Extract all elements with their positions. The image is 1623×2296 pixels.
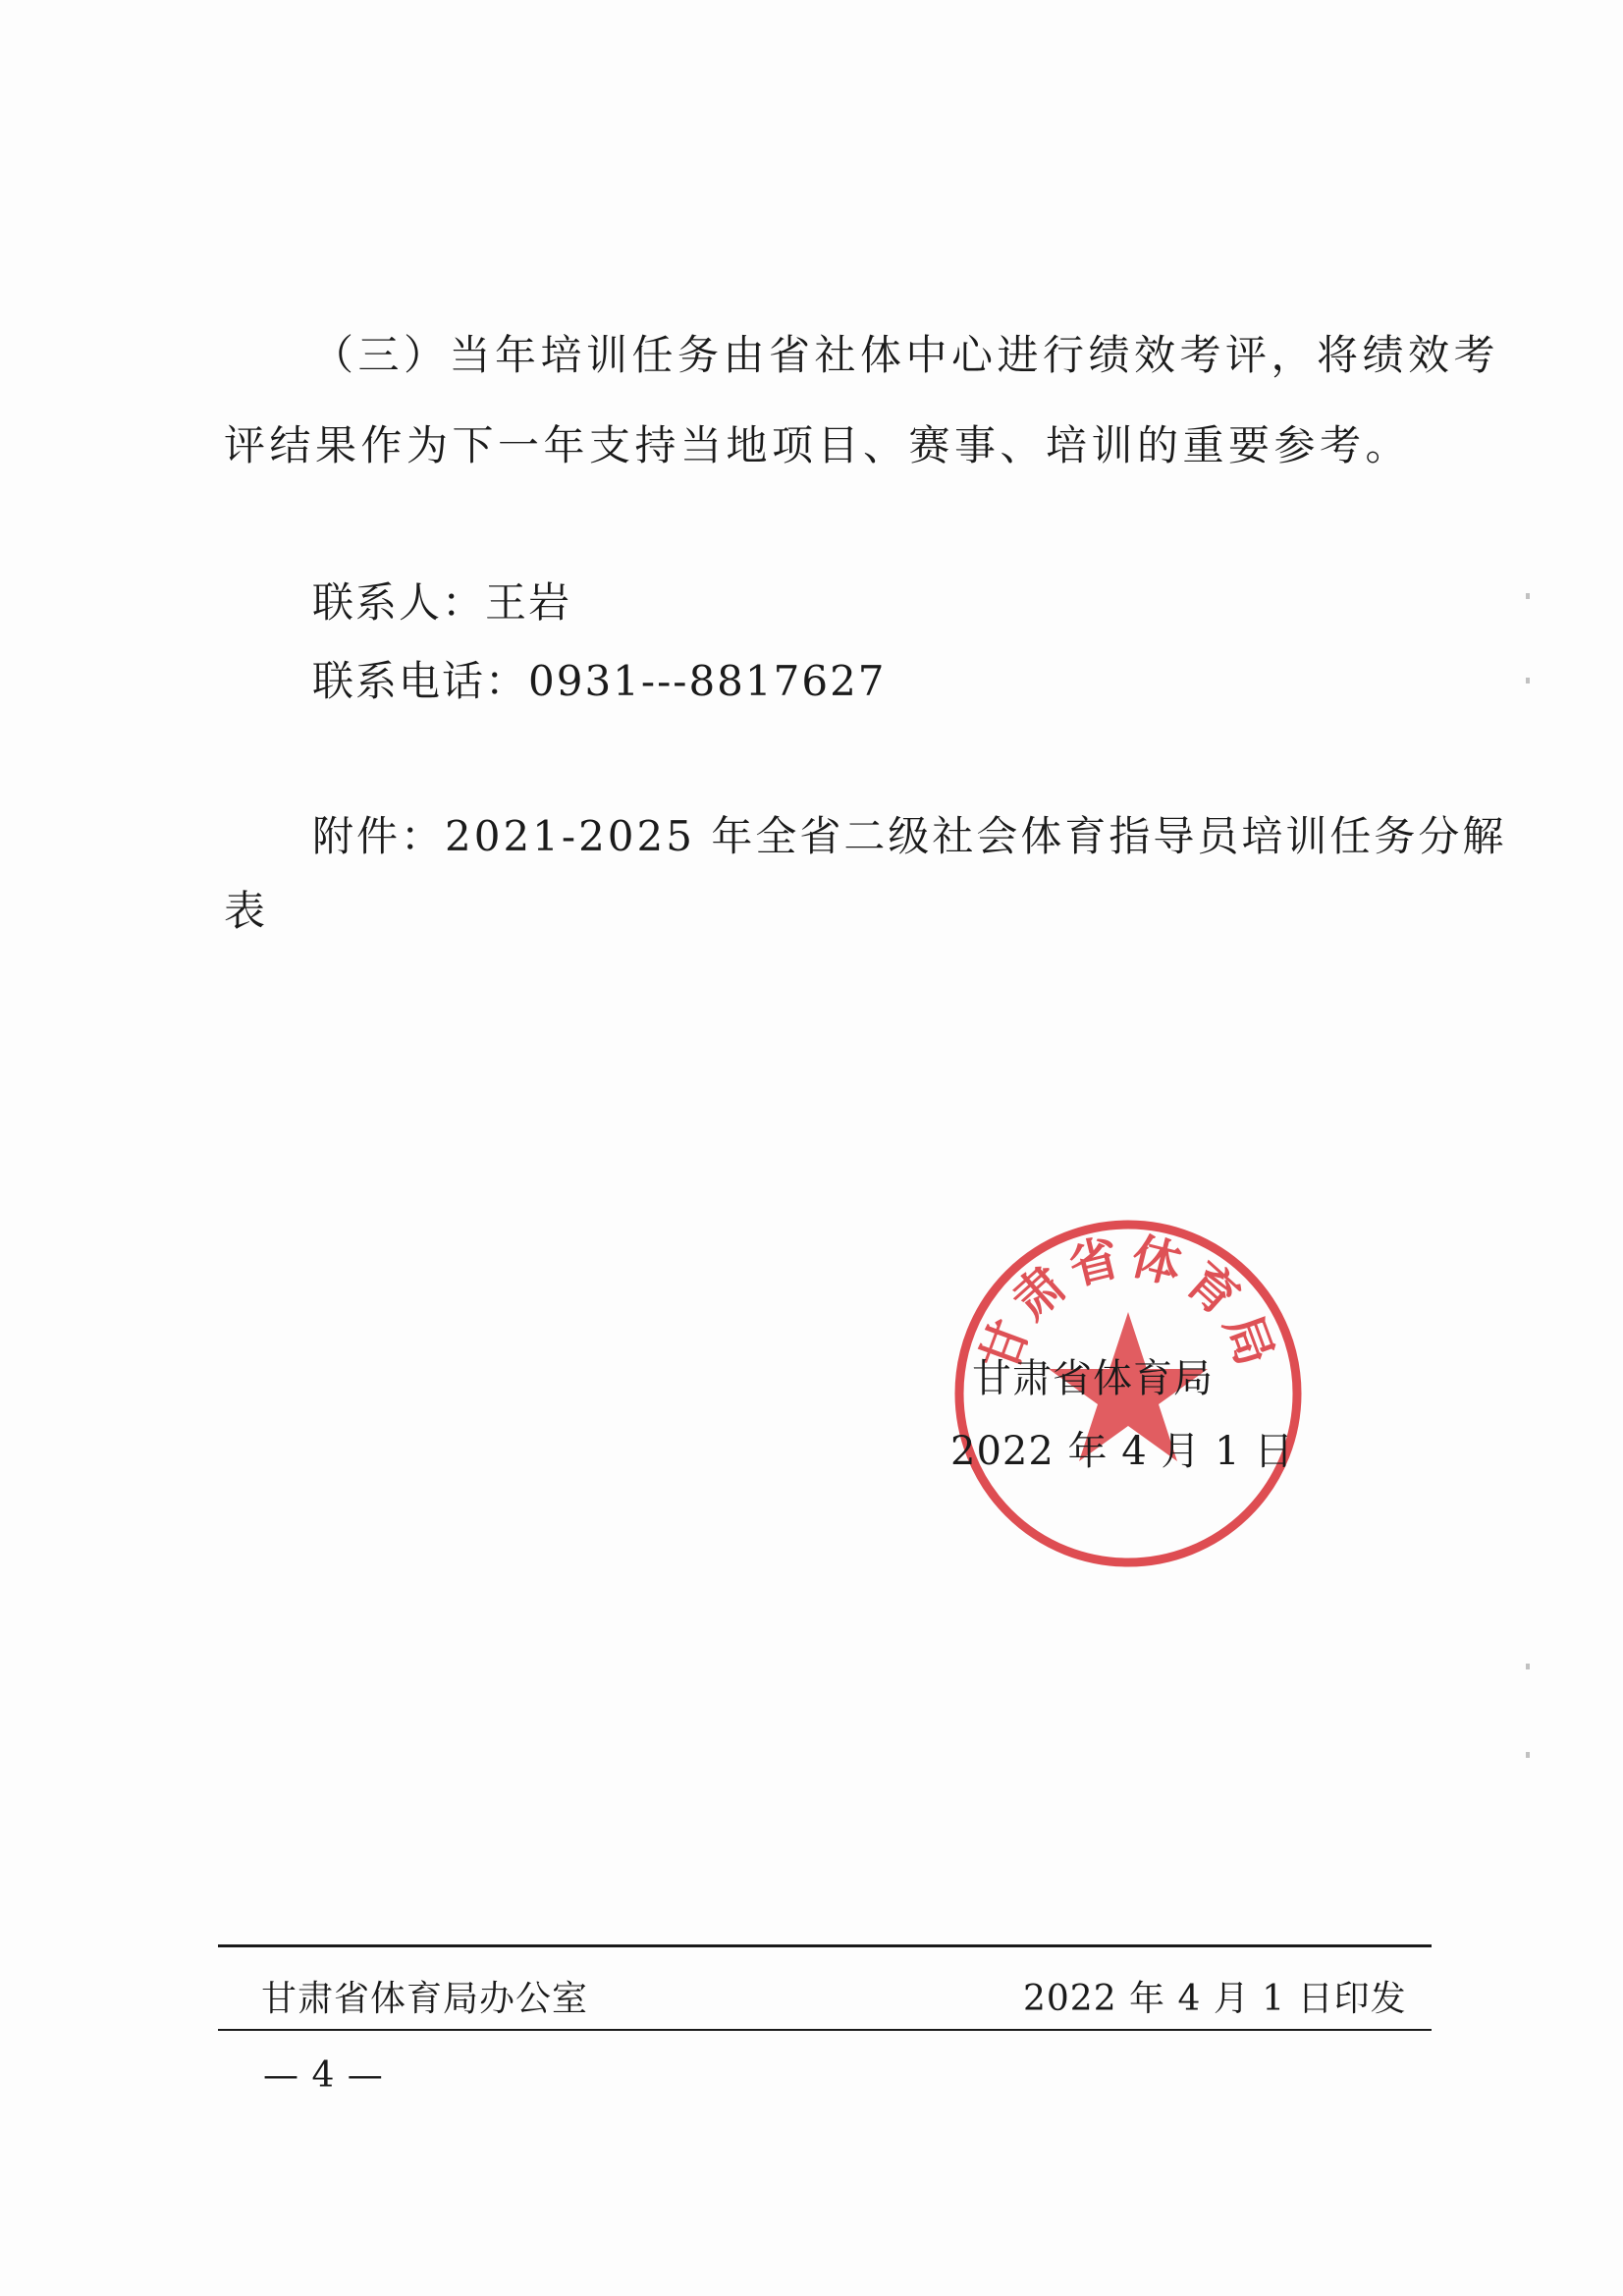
paragraph-3-line-2: 评结果作为下一年支持当地项目、赛事、培训的重要参考。 [224,421,1412,469]
page-number: — 4 — [263,2055,384,2096]
footer-top-rule [218,1944,1432,1947]
signature-organization: 甘肃省体育局 [972,1356,1214,1401]
contact-person: 联系人：王岩 [312,578,572,627]
attachment-line-1: 附件：2021-2025 年全省二级社会体育指导员培训任务分解 [312,812,1507,860]
paragraph-3-line-1: （三）当年培训任务由省社体中心进行绩效考评，将绩效考 [312,331,1500,379]
footer-issue-date: 2022 年 4 月 1 日印发 [1023,1979,1407,2019]
attachment-line-2: 表 [224,887,268,935]
scan-mark [1526,1752,1530,1758]
seal-text: 甘肃省体育局 [969,1226,1287,1379]
footer-issuer: 甘肃省体育局办公室 [261,1979,589,2019]
signature-date: 2022 年 4 月 1 日 [950,1429,1295,1474]
scan-mark [1526,593,1530,599]
scan-mark [1526,1664,1530,1669]
scan-mark [1526,678,1530,683]
footer-bottom-rule [218,2029,1432,2031]
contact-phone: 联系电话：0931---8817627 [312,657,887,705]
